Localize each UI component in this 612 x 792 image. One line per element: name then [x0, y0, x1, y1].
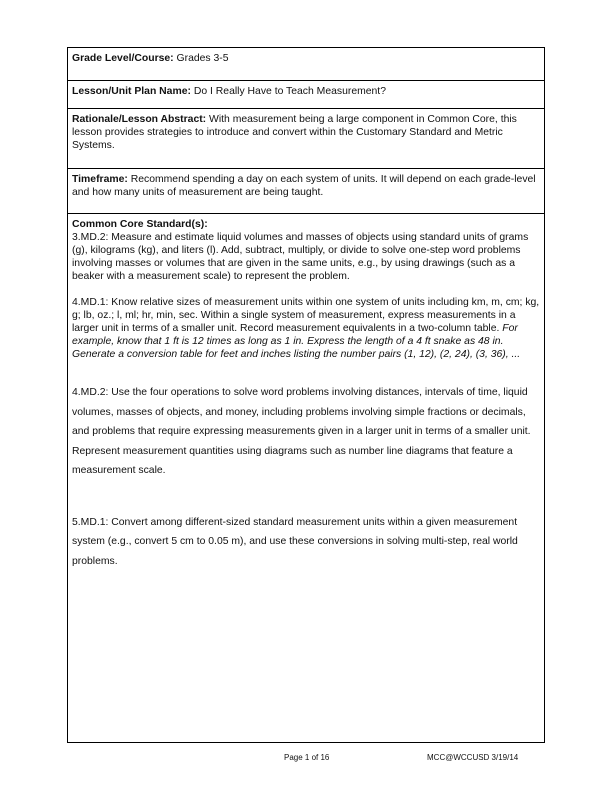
timeframe-value: Recommend spending a day on each system of units. It will depend on each grade-level and how many units of measurement are being taught. — [72, 174, 536, 198]
standard-5md1: 5.MD.1: Convert among different-sized standard measurement units within a given measurement system (e.g., convert 5 cm to 0.05 m), and use these conversions in solving multi-step, real world problems. — [72, 516, 518, 567]
standards-row — [68, 214, 544, 742]
rationale-label: Rationale/Lesson Abstract: — [72, 114, 207, 125]
timeframe-row — [68, 169, 544, 214]
lesson-name-label: Lesson/Unit Plan Name: — [72, 86, 191, 97]
standard-3md2: 3.MD.2: Measure and estimate liquid volumes and masses of objects using standard units of grams (g), kilograms (kg), and liters (l). Add, subtract, multiply, or divide to solve one-step word problems involving masses or volumes that are given in the same units, e.g., by using drawings (such as a beaker with a measurement scale) to represent the problem. — [72, 232, 529, 282]
standard-4md1 — [72, 296, 540, 361]
standard-4md1-text: 4.MD.1: Know relative sizes of measurement units within one system of units including km, m, cm; kg, g; lb, oz.; l, ml; hr, min, sec. Within a single system of measurement, express measurements in a larger unit in terms of a smaller unit. Record measurement equivalents in a two-column table. — [72, 297, 540, 334]
standards-heading: Common Core Standard(s): — [72, 219, 208, 230]
grade-level-value: Grades 3-5 — [176, 53, 229, 64]
standard-4md2: 4.MD.2: Use the four operations to solve word problems involving distances, intervals of time, liquid volumes, masses of objects, and money, including problems involving simple fractions or decimals, and problems that require expressing measurements given in a larger unit in terms of a smaller unit. Represent measurement quantities using diagrams such as number line diagrams that feature a measurement scale. — [72, 387, 531, 476]
lesson-name-row — [68, 81, 544, 109]
rationale-row — [68, 109, 544, 169]
rationale-value: With measurement being a large component in Common Core, this lesson provides strategies to introduce and convert within the Customary Standard and Metric Systems. — [72, 114, 517, 151]
standard-4md1-example: For example, know that 1 ft is 12 times as long as 1 in. Express the length of a 4 ft snake as 48 in. Generate a conversion table for feet and inches listing the number pairs (1, 12), (2, 24), (3, 36), ... — [72, 323, 521, 360]
grade-level-label: Grade Level/Course: — [72, 53, 174, 64]
grade-level-row — [68, 48, 544, 81]
lesson-name-value: Do I Really Have to Teach Measurement? — [193, 86, 386, 97]
timeframe-label: Timeframe: — [72, 174, 128, 185]
lesson-plan-table — [67, 47, 545, 743]
page-number: Page 1 of 16 — [284, 753, 330, 762]
footer-stamp: MCC@WCCUSD 3/19/14 — [427, 753, 519, 762]
